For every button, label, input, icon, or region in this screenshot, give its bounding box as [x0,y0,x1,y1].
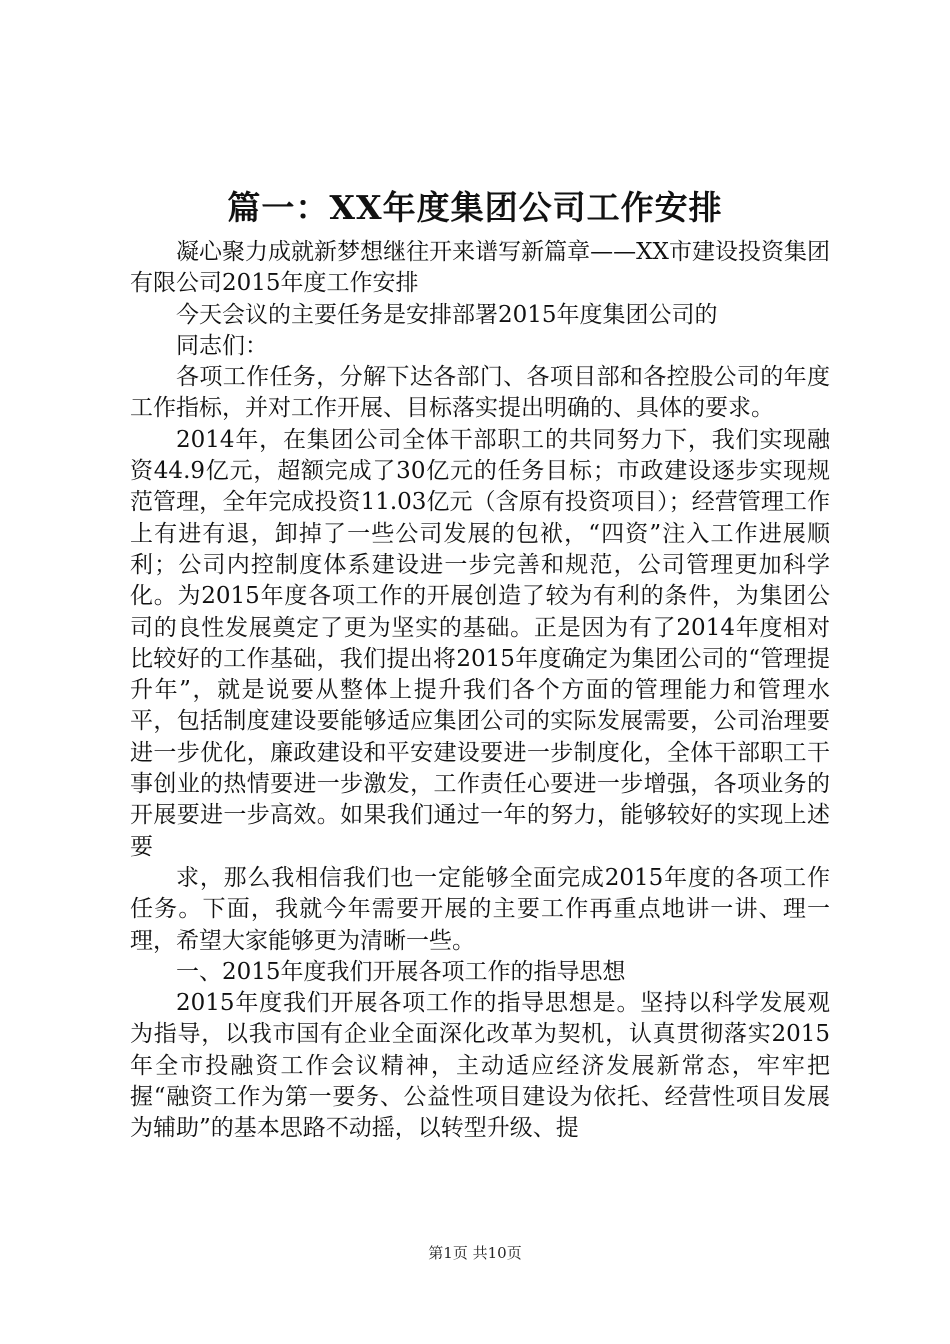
section-heading: 一、2015年度我们开展各项工作的指导思想 [176,958,626,985]
page-number-footer: 第1页 共10页 [428,1244,522,1262]
document-title: 篇一：XX年度集团公司工作安排 [227,188,723,227]
paragraph: 各项工作任务，分解下达各部门、各项目部和各控股公司的年度工作指标，并对工作开展、目标落实提出明确的、具体的要求。 [130,364,830,422]
paragraph: 凝心聚力成就新梦想继往开来谱写新篇章——XX市建设投资集团有限公司2015年度工作安排 [130,239,830,297]
paragraph: 同志们： [176,332,268,359]
paragraph: 今天会议的主要任务是安排部署2015年度集团公司的 [176,301,718,328]
paragraph: 2015年度我们开展各项工作的指导思想是。坚持以科学发展观为指导，以我市国有企业全面深化改革为契机，认真贯彻落实2015年全市投融资工作会议精神，主动适应经济发展新常态，牢牢把握“融资工作为第一要务、公益性项目建设为依托、经营性项目发展为辅助”的基本思路不动摇，以转型升级、提 [130,990,830,1142]
paragraph: 2014年，在集团公司全体干部职工的共同努力下，我们实现融资44.9亿元，超额完成了30亿元的任务目标；市政建设逐步实现规范管理，全年完成投资11.03亿元（含原有投资项目）；经营管理工作上有进有退，卸掉了一些公司发展的包袱，“四资”注入工作进展顺利；公司内控制度体系建设进一步完善和规范，公司管理更加科学化。为2015年度各项工作的开展创造了较为有利的条件，为集团公司的良性发展奠定了更为坚实的基础。正是因为有了2014年度相对比较好的工作基础，我们提出将2015年度确定为集团公司的“管理提升年”，就是说要从整体上提升我们各个方面的管理能力和管理水平，包括制度建设要能够适应集团公司的实际发展需要，公司治理要进一步优化，廉政建设和平安建设要进一步制度化，全体干部职工干事创业的热情要进一步激发，工作责任心要进一步增强，各项业务的开展要进一步高效。如果我们通过一年的努力，能够较好的实现上述要 [130,426,830,860]
document-body [130,237,830,1145]
paragraph: 求，那么我相信我们也一定能够全面完成2015年度的各项工作任务。下面，我就今年需要开展的主要工作再重点地讲一讲、理一理，希望大家能够更为清晰一些。 [130,864,830,954]
